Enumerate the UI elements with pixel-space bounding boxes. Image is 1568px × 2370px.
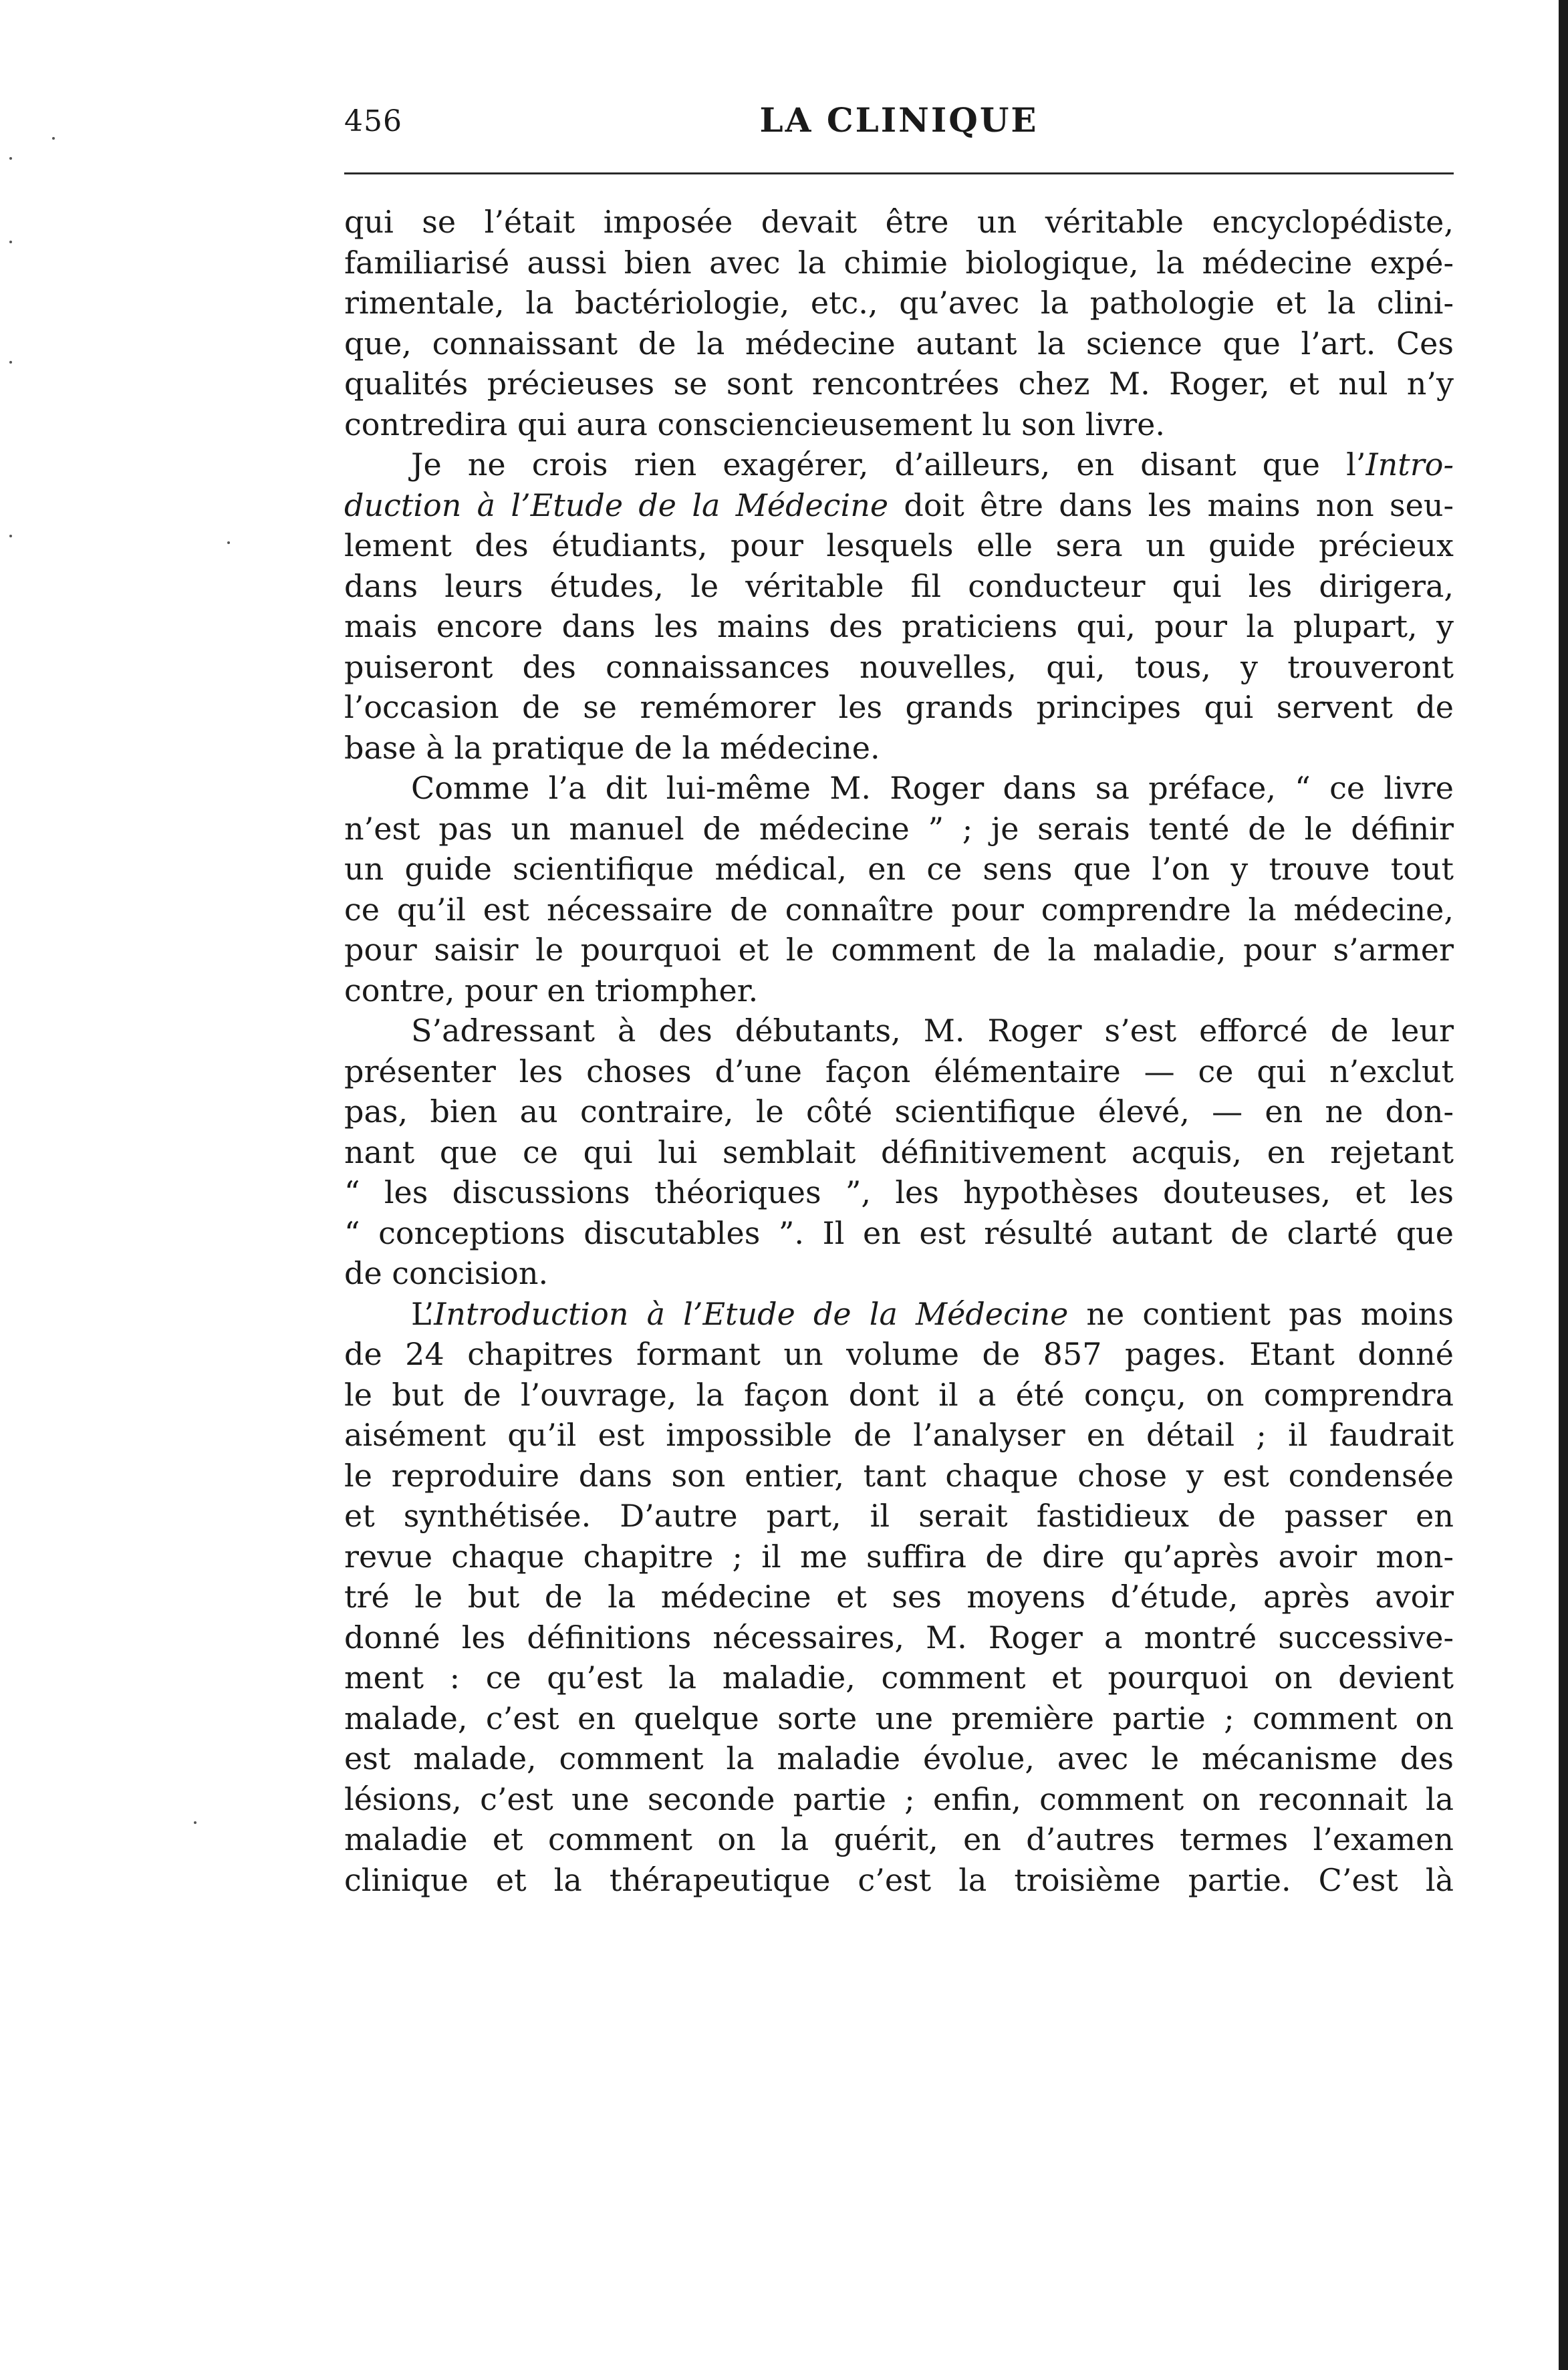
text-line: qui se l’était imposée devait être un véritable encyclopédiste,	[344, 204, 1454, 240]
text-line: familiarisé aussi bien avec la chimie biologique, la médecine expé-	[344, 244, 1454, 281]
text-line: que, connaissant de la médecine autant la science que l’art. Ces	[344, 325, 1454, 362]
italic-title: duction à l’Etude de la Médecine	[344, 487, 889, 523]
text-line: est malade, comment la maladie évolue, avec le mécanisme des	[344, 1740, 1454, 1776]
text-line: mais encore dans les mains des praticiens qui, pour la plupart, y	[344, 608, 1454, 644]
text-line: le reproduire dans son entier, tant chaque chose y est condensée	[344, 1457, 1454, 1494]
text-line: n’est pas un manuel de médecine ” ; je serais tenté de le définir	[344, 810, 1454, 847]
text-line: de 24 chapitres formant un volume de 857 pages. Etant donné	[344, 1336, 1454, 1372]
page-number: 456	[344, 104, 402, 138]
text-line: de concision.	[344, 1255, 549, 1291]
text-line: l’occasion de se remémorer les grands principes qui servent de	[344, 689, 1454, 725]
scan-speck	[9, 535, 12, 537]
scan-speck	[9, 361, 12, 364]
text-line: duction à l’Etude de la Médecine doit être dans les mains non seu-	[344, 487, 1454, 523]
text-line: ce qu’il est nécessaire de connaître pour comprendre la médecine,	[344, 891, 1454, 928]
text-line: maladie et comment on la guérit, en d’autres termes l’examen	[344, 1821, 1454, 1857]
text-line: revue chaque chapitre ; il me suffira de dire qu’après avoir mon-	[344, 1538, 1454, 1575]
text-line: le but de l’ouvrage, la façon dont il a été conçu, on comprendra	[344, 1376, 1454, 1413]
paragraph-start-line: L’Introduction à l’Etude de la Médecine ne contient pas moins	[411, 1295, 1454, 1332]
page-header	[344, 100, 1454, 154]
scan-speck	[194, 1821, 197, 1824]
text-line: dans leurs études, le véritable fil conducteur qui les dirigera,	[344, 567, 1454, 604]
text-line: base à la pratique de la médecine.	[344, 729, 880, 766]
italic-title: Introduction à l’Etude de la Médecine	[434, 1295, 1069, 1332]
text-line: “ conceptions discutables ”. Il en est résulté autant de clarté que	[344, 1214, 1454, 1251]
body-text	[344, 202, 1454, 1900]
text-line: tré le but de la médecine et ses moyens d’étude, après avoir	[344, 1579, 1454, 1615]
text-line: “ les discussions théoriques ”, les hypothèses douteuses, et les	[344, 1174, 1454, 1210]
text-line: nant que ce qui lui semblait définitivement acquis, en rejetant	[344, 1134, 1454, 1170]
text-line: puiseront des connaissances nouvelles, qui, tous, y trouveront	[344, 648, 1454, 685]
text-line: contre, pour en triompher.	[344, 972, 759, 1009]
running-title: LA CLINIQUE	[759, 100, 1039, 140]
text-line: contredira qui aura consciencieusement lu son livre.	[344, 406, 1165, 442]
text-line: clinique et la thérapeutique c’est la troisième partie. C’est là	[344, 1861, 1454, 1898]
text-line: pour saisir le pourquoi et le comment de la maladie, pour s’armer	[344, 932, 1454, 968]
text-line: un guide scientifique médical, en ce sens que l’on y trouve tout	[344, 851, 1454, 887]
text-line: et synthétisée. D’autre part, il serait fastidieux de passer en	[344, 1498, 1454, 1534]
text-line: présenter les choses d’une façon élémentaire — ce qui n’exclut	[344, 1053, 1454, 1089]
text-line: ment : ce qu’est la maladie, comment et pourquoi on devient	[344, 1660, 1454, 1696]
paragraph-start-line: S’adressant à des débutants, M. Roger s’est efforcé de leur	[411, 1013, 1454, 1049]
text-line: pas, bien au contraire, le côté scientifique élevé, — en ne don-	[344, 1093, 1454, 1130]
text-line: malade, c’est en quelque sorte une première partie ; comment on	[344, 1700, 1454, 1736]
text-line: aisément qu’il est impossible de l’analyser en détail ; il faudrait	[344, 1417, 1454, 1453]
scan-edge	[1559, 0, 1568, 2370]
italic-title: Intro-	[1365, 446, 1454, 483]
scan-speck	[52, 137, 55, 140]
paragraph-start-line: Comme l’a dit lui-même M. Roger dans sa préface, “ ce livre	[411, 770, 1454, 806]
text-line: lésions, c’est une seconde partie ; enfin, comment on reconnait la	[344, 1781, 1454, 1817]
paragraph-start-line: Je ne crois rien exagérer, d’ailleurs, en disant que l’Intro-	[411, 446, 1454, 483]
text-line: qualités précieuses se sont rencontrées chez M. Roger, et nul n’y	[344, 366, 1454, 402]
text-line: donné les définitions nécessaires, M. Roger a montré successive-	[344, 1619, 1454, 1656]
text-line: lement des étudiants, pour lesquels elle sera un guide précieux	[344, 527, 1454, 563]
scan-speck	[9, 241, 12, 243]
header-rule	[344, 172, 1454, 174]
scan-speck	[9, 157, 12, 160]
scan-speck	[227, 541, 230, 544]
text-line: rimentale, la bactériologie, etc., qu’avec la pathologie et la clini-	[344, 285, 1454, 321]
